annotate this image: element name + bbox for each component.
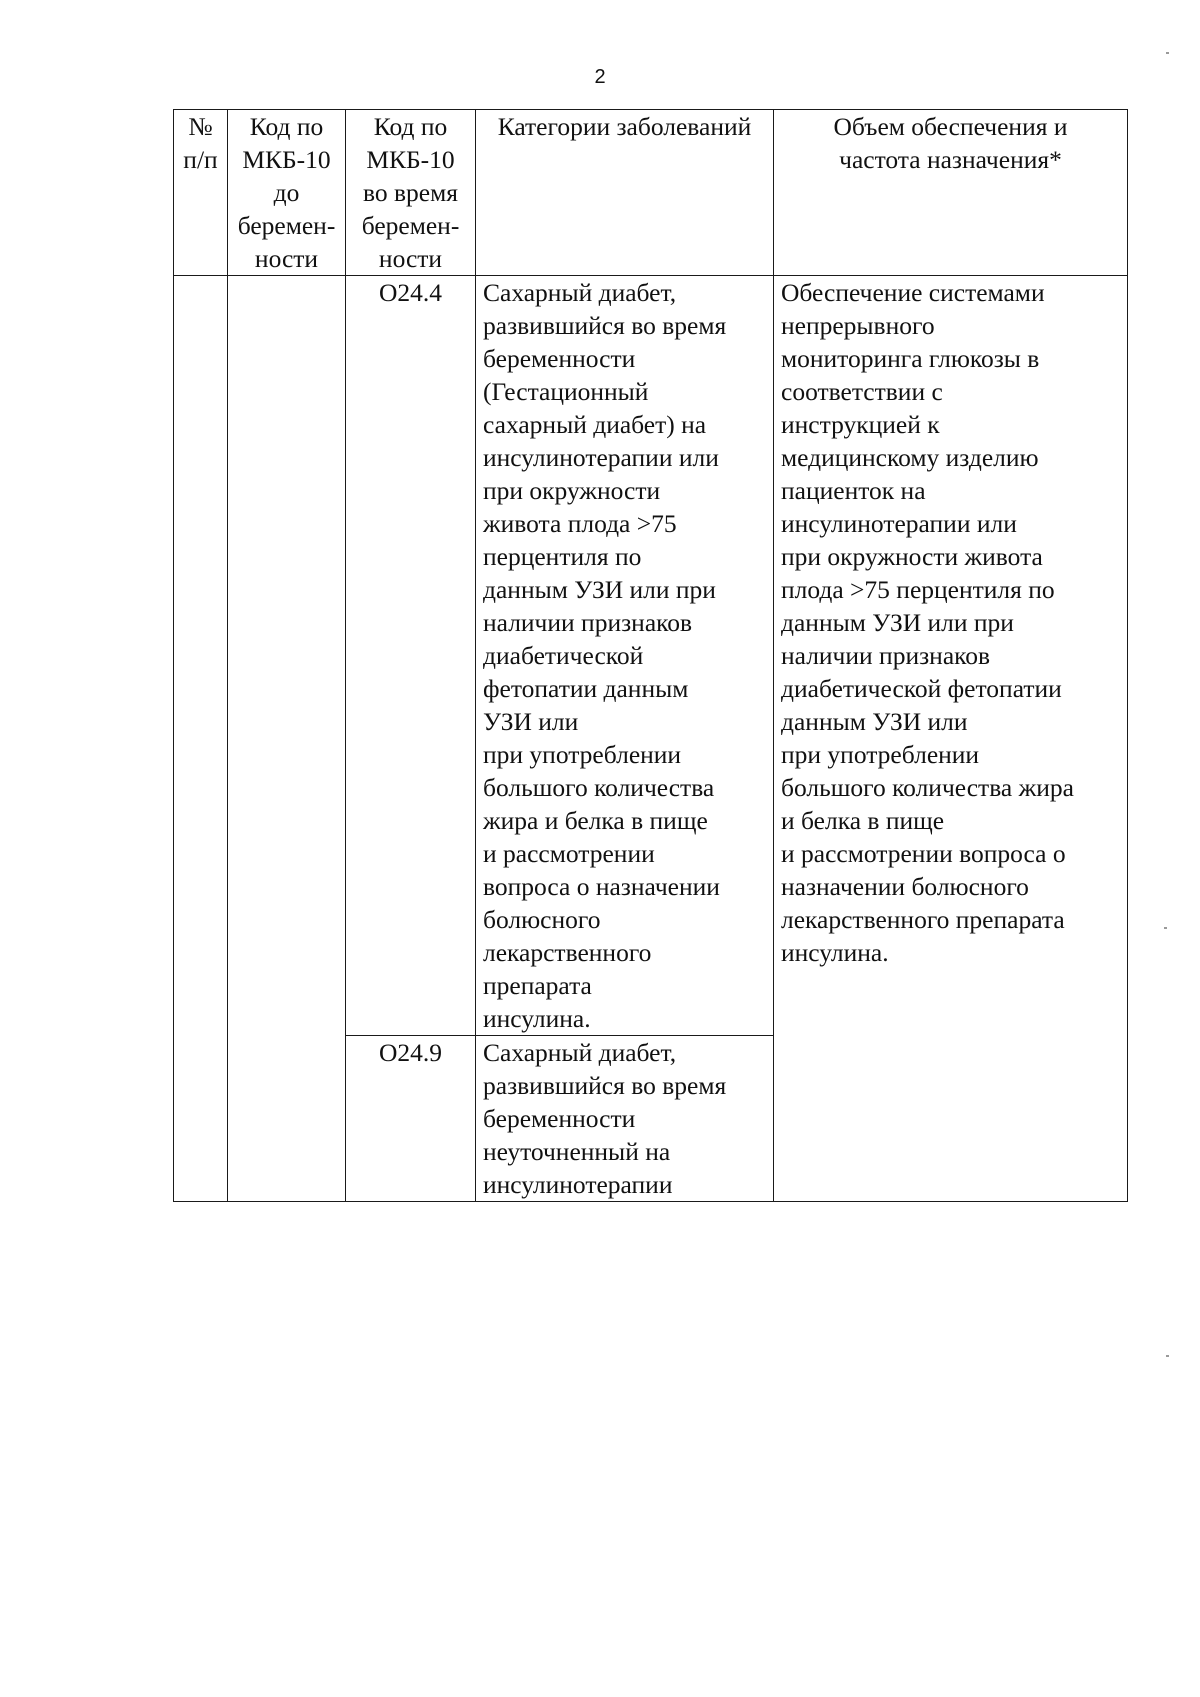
cell-category: Сахарный диабет, развившийся во время беременности (Гестационный сахарный диабет) на инсулинотерапии или при окружности живота плода >75 перцентиля по данным УЗИ или при наличии признаков диабетической фетопатии данным УЗИ или при употреблении большого количества жира и белка в пище и рассмотрении вопроса о назначении болюсного лекарственного препарата инсулина.: [476, 276, 774, 1036]
cell-code-during: O24.9: [346, 1036, 476, 1202]
cell-provision: Обеспечение системами непрерывного мониторинга глюкозы в соответствии с инструкцией к медицинскому изделию пациенток на инсулинотерапии или при окружности живота плода >75 перцентиля по данным УЗИ или при наличии признаков диабетической фетопатии данным УЗИ или при употреблении большого количества жира и белка в пище и рассмотрении вопроса о назначении болюсного лекарственного препарата инсулина.: [774, 276, 1128, 1202]
page-number: 2: [594, 66, 606, 88]
header-disease-category: Категории заболеваний: [476, 110, 774, 276]
table-header-row: [174, 110, 1128, 276]
cell-code-before: [228, 276, 346, 1202]
table-row: [174, 276, 1128, 1036]
cell-code-during: O24.4: [346, 276, 476, 1036]
cell-category: Сахарный диабет, развившийся во время беременности неуточненный на инсулинотерапии: [476, 1036, 774, 1202]
disease-provision-table: [173, 109, 1128, 1202]
scan-speck: [1166, 52, 1169, 54]
header-number: № п/п: [174, 110, 228, 276]
header-code-before-pregnancy: Код по МКБ-10 до беремен- ности: [228, 110, 346, 276]
scan-speck: [1164, 927, 1167, 929]
cell-number: [174, 276, 228, 1202]
scan-speck: [1166, 1355, 1169, 1357]
header-code-during-pregnancy: Код по МКБ-10 во время беремен- ности: [346, 110, 476, 276]
header-provision-volume: Объем обеспечения и частота назначения*: [774, 110, 1128, 276]
